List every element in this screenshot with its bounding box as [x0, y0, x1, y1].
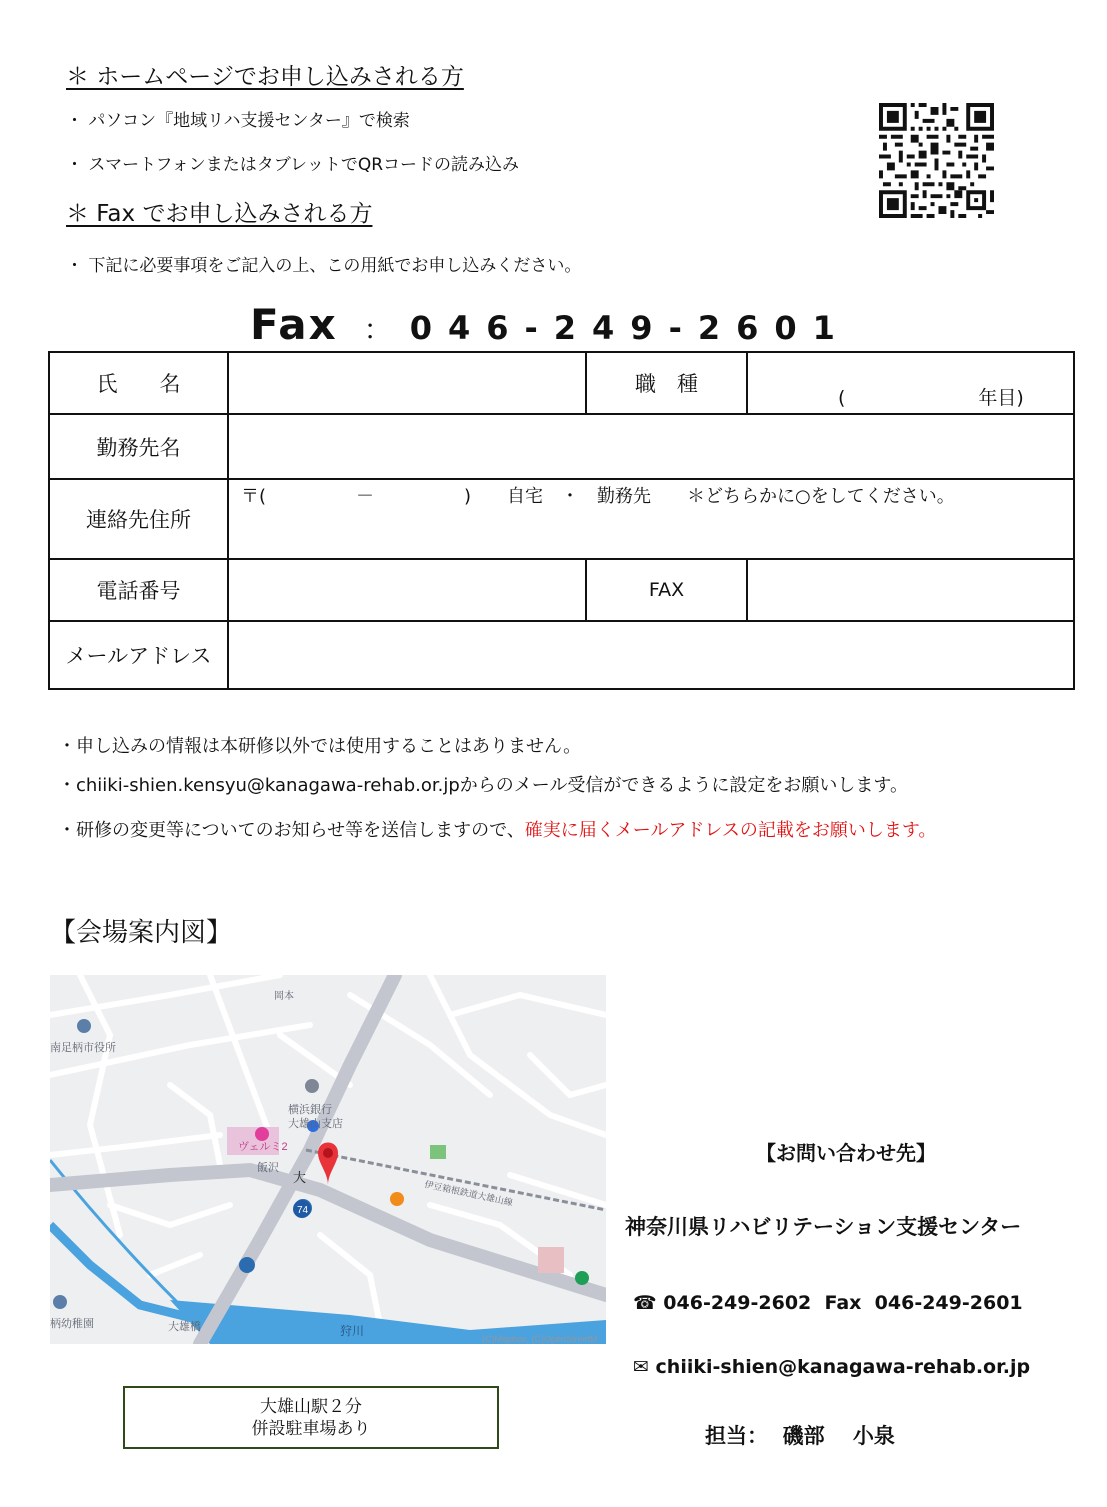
- map-label-city-hall: 南足柄市役所: [50, 1042, 116, 1054]
- map-label-okamoto: 岡本: [274, 991, 294, 1002]
- name-field[interactable]: [228, 352, 586, 414]
- fax-number: 046-249-2601: [409, 309, 851, 347]
- map-label-route: 74: [297, 1205, 309, 1216]
- years-value: ( 年目): [838, 387, 1024, 409]
- workplace-field[interactable]: [228, 414, 1074, 479]
- online-heading: ＊ ホームページでお申し込みされる方: [66, 64, 464, 90]
- contact-org: 神奈川県リハビリテーション支援センター: [625, 1215, 1022, 1239]
- name-label: 氏 名: [49, 352, 228, 414]
- note-3: [58, 816, 936, 842]
- fax-bullet: ・ 下記に必要事項をご記入の上、この用紙でお申し込みください。: [66, 256, 582, 276]
- fax-heading: ＊ Fax でお申し込みされる方: [66, 201, 373, 227]
- application-form: [48, 351, 1075, 690]
- fax-label: Fax: [250, 300, 338, 349]
- station-line-1: 大雄山駅２分: [260, 1397, 362, 1417]
- fax-number-line: [250, 300, 851, 349]
- note-2: ・chiiki-shien.kensyu@kanagawa-rehab.or.jpからのメール受信ができるように設定をお願いします。: [58, 775, 908, 796]
- map-label-bank2: 大雄山支店: [288, 1118, 343, 1130]
- fax-colon: ：: [363, 313, 392, 346]
- map-label-bank1: 横浜銀行: [288, 1104, 332, 1116]
- venue-heading: 【会場案内図】: [50, 918, 233, 948]
- contact-heading: 【お問い合わせ先】: [756, 1141, 936, 1165]
- map-graphic: [50, 975, 606, 1344]
- job-field[interactable]: [747, 352, 1074, 414]
- email-label: メールアドレス: [49, 621, 228, 689]
- map-label-railway: 伊豆箱根鉄道大雄山線: [423, 1179, 514, 1208]
- fax-field[interactable]: [747, 559, 1074, 621]
- address-label: 連絡先住所: [49, 479, 228, 559]
- contact-email[interactable]: ✉ chiiki-shien@kanagawa-rehab.or.jp: [633, 1356, 1031, 1378]
- address-field[interactable]: [228, 479, 1074, 559]
- workplace-label: 勤務先名: [49, 414, 228, 479]
- phone-label: 電話番号: [49, 559, 228, 621]
- job-label: 職 種: [586, 352, 747, 414]
- email-field[interactable]: [228, 621, 1074, 689]
- station-line-2: 併設駐車場あり: [251, 1419, 371, 1439]
- fax-field-label: FAX: [586, 559, 747, 621]
- note-1: ・申し込みの情報は本研修以外では使用することはありません。: [58, 736, 582, 757]
- map-label-bridge: 大雄橋: [168, 1321, 201, 1333]
- station-info-box: [123, 1386, 499, 1449]
- map-label-iizawa: 飯沢: [257, 1162, 279, 1174]
- qr-code-icon[interactable]: [879, 103, 994, 218]
- map-label-mall: ヴェルミ2: [238, 1141, 288, 1153]
- map-label-kindergarten: 柄幼稚園: [50, 1318, 94, 1330]
- contact-phone: ☎ 046-249-2602 Fax 046-249-2601: [633, 1292, 1023, 1314]
- map-label-station: 大: [293, 1170, 307, 1185]
- map-attribution: (C)Mapbox, (C)OpenStreetM: [482, 1334, 598, 1344]
- venue-map[interactable]: [50, 975, 606, 1344]
- online-bullet-2: ・ スマートフォンまたはタブレットでQRコードの読み込み: [66, 155, 520, 175]
- contact-person: 担当： 磯部 小泉: [705, 1424, 895, 1448]
- address-template: 〒( － ) 自宅 ・ 勤務先 ＊どちらかに○をしてください。: [241, 486, 955, 507]
- map-label-river: 狩川: [340, 1324, 365, 1338]
- note-3-text: ・研修の変更等についてのお知らせ等を送信しますので、: [58, 820, 525, 841]
- phone-field[interactable]: [228, 559, 586, 621]
- online-bullet-1: ・ パソコン『地域リハ支援センター』で検索: [66, 111, 410, 131]
- note-3-highlight: 確実に届くメールアドレスの記載をお願いします。: [524, 820, 937, 841]
